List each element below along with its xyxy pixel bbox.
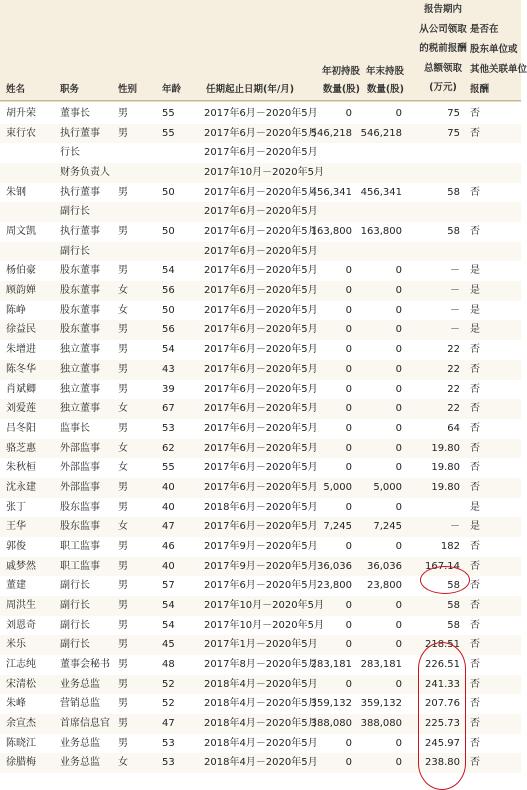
cell-shares-begin: 0 xyxy=(345,422,352,434)
cell-term: 2017年6月－2020年5月 xyxy=(204,226,318,238)
cell-shares-begin: 546,218 xyxy=(310,127,352,139)
cell-gender: 男 xyxy=(118,619,128,631)
cell-shares-end: 0 xyxy=(395,619,402,631)
cell-shares-end: 0 xyxy=(395,540,402,552)
cell-age: 55 xyxy=(162,127,175,139)
header-rule xyxy=(0,101,521,102)
annotation-oval xyxy=(418,642,466,790)
cell-gender: 男 xyxy=(118,186,128,198)
cell-age: 47 xyxy=(162,718,175,730)
cell-position: 股东监事 xyxy=(60,521,100,533)
header-shares-begin: 年初持股 xyxy=(321,66,360,77)
cell-term: 2017年10月－2020年5月 xyxy=(204,619,324,631)
cell-term: 2018年6月－2020年5月 xyxy=(204,501,318,513)
cell-shares-begin: 0 xyxy=(345,285,352,297)
cell-related: 否 xyxy=(470,737,480,749)
cell-name: 束行农 xyxy=(6,127,36,139)
cell-shares-end: 7,245 xyxy=(373,521,402,533)
cell-pay: 22 xyxy=(447,383,460,395)
cell-shares-begin: 359,132 xyxy=(310,698,352,710)
cell-position: 副行长 xyxy=(60,245,90,257)
cell-name: 郭俊 xyxy=(6,540,26,552)
cell-term: 2017年6月－2020年5月 xyxy=(204,304,318,316)
cell-term: 2017年6月－2020年5月 xyxy=(204,383,318,395)
cell-age: 54 xyxy=(162,344,175,356)
cell-shares-end: 0 xyxy=(395,285,402,297)
cell-position: 独立董事 xyxy=(60,383,100,395)
cell-position: 财务负责人 xyxy=(60,167,110,179)
cell-related: 否 xyxy=(470,186,480,198)
cell-related: 否 xyxy=(470,363,480,375)
cell-shares-end: 0 xyxy=(395,639,402,651)
cell-gender: 男 xyxy=(118,698,128,710)
cell-related: 否 xyxy=(470,383,480,395)
cell-pay: － xyxy=(450,265,460,277)
cell-shares-begin: 0 xyxy=(345,383,352,395)
cell-age: 67 xyxy=(162,403,175,415)
header-shares-begin: 数量(股) xyxy=(322,84,360,95)
cell-gender: 男 xyxy=(118,265,128,277)
cell-term: 2017年6月－2020年5月 xyxy=(204,206,318,218)
cell-age: 39 xyxy=(162,383,175,395)
cell-shares-end: 0 xyxy=(395,108,402,119)
cell-shares-end: 388,080 xyxy=(360,718,402,730)
cell-gender: 男 xyxy=(118,127,128,139)
cell-name: 江志纯 xyxy=(6,659,36,671)
cell-shares-end: 163,800 xyxy=(360,226,402,238)
cell-name: 刘爱莲 xyxy=(6,403,36,415)
cell-shares-begin: 0 xyxy=(345,324,352,336)
cell-position: 外部监事 xyxy=(60,442,100,454)
cell-pay: 22 xyxy=(447,363,460,375)
cell-shares-end: 0 xyxy=(395,383,402,395)
cell-age: 53 xyxy=(162,422,175,434)
cell-related: 否 xyxy=(470,619,480,631)
cell-term: 2017年6月－2020年5月 xyxy=(204,462,318,474)
cell-gender: 男 xyxy=(118,383,128,395)
cell-related: 是 xyxy=(470,521,480,533)
cell-gender: 男 xyxy=(118,344,128,356)
cell-position: 独立董事 xyxy=(60,344,100,356)
cell-gender: 女 xyxy=(118,462,128,474)
cell-term: 2017年6月－2020年5月 xyxy=(204,186,318,198)
cell-age: 50 xyxy=(162,186,175,198)
cell-shares-end: 359,132 xyxy=(360,698,402,710)
cell-shares-begin: 388,080 xyxy=(310,718,352,730)
cell-shares-end: 0 xyxy=(395,324,402,336)
cell-related: 否 xyxy=(470,226,480,238)
cell-term: 2017年6月－2020年5月 xyxy=(204,481,318,493)
cell-shares-end: 0 xyxy=(395,344,402,356)
cell-position: 股东董事 xyxy=(60,285,100,297)
cell-name: 吕冬阳 xyxy=(6,422,36,434)
cell-name: 朱增进 xyxy=(6,344,36,356)
cell-term: 2017年6月－2020年5月 xyxy=(204,344,318,356)
cell-gender: 男 xyxy=(118,737,128,749)
cell-pay: 64 xyxy=(447,422,460,434)
cell-shares-begin: 0 xyxy=(345,639,352,651)
cell-name: 徐腊梅 xyxy=(6,757,36,769)
cell-gender: 男 xyxy=(118,678,128,690)
cell-position: 业务总监 xyxy=(60,737,100,749)
cell-shares-begin: 0 xyxy=(345,462,352,474)
cell-position: 行长 xyxy=(60,147,80,159)
cell-position: 业务总监 xyxy=(60,757,100,769)
cell-term: 2017年10月－2020年5月 xyxy=(204,600,324,611)
cell-related: 否 xyxy=(470,481,480,493)
cell-age: 52 xyxy=(162,678,175,690)
header-pay: 总额领取 xyxy=(423,62,462,74)
cell-pay: 75 xyxy=(447,108,460,119)
cell-age: 50 xyxy=(162,226,175,238)
cell-related: 是 xyxy=(470,265,480,277)
cell-pay: － xyxy=(450,304,460,316)
cell-position: 股东监事 xyxy=(60,501,100,513)
cell-gender: 女 xyxy=(118,521,128,533)
cell-related: 否 xyxy=(470,127,480,139)
cell-position: 股东董事 xyxy=(60,304,100,316)
cell-position: 营销总监 xyxy=(60,698,100,710)
cell-related: 否 xyxy=(470,698,480,710)
cell-name: 宋清松 xyxy=(6,678,36,690)
cell-gender: 男 xyxy=(118,422,128,434)
cell-position: 执行董事 xyxy=(60,226,100,238)
cell-pay: 218.51 xyxy=(425,639,460,651)
cell-pay: 19.80 xyxy=(431,462,460,474)
cell-pay: 19.80 xyxy=(431,481,460,493)
cell-age: 56 xyxy=(162,285,175,297)
header-related: 股东单位或 xyxy=(470,44,518,55)
cell-term: 2017年6月－2020年5月 xyxy=(204,147,318,159)
cell-term: 2017年6月－2020年5月 xyxy=(204,285,318,297)
header-pay: 报告期内 xyxy=(423,4,462,15)
cell-name: 肖斌卿 xyxy=(6,383,36,395)
cell-gender: 女 xyxy=(118,403,128,415)
cell-term: 2017年6月－2020年5月 xyxy=(204,245,318,257)
cell-related: 否 xyxy=(470,403,480,415)
cell-shares-end: 0 xyxy=(395,363,402,375)
cell-pay: 245.97 xyxy=(425,737,460,749)
cell-age: 45 xyxy=(162,639,175,651)
cell-related: 否 xyxy=(470,540,480,552)
cell-shares-end: 23,800 xyxy=(367,580,402,592)
cell-pay: 225.73 xyxy=(425,718,460,730)
cell-gender: 男 xyxy=(118,659,128,671)
cell-name: 朱钢 xyxy=(6,186,26,198)
cell-pay: 22 xyxy=(447,344,460,356)
annotation-circle xyxy=(420,566,470,594)
cell-shares-begin: 7,245 xyxy=(323,521,352,533)
header-related: 报酬 xyxy=(470,84,490,95)
cell-pay: － xyxy=(450,521,460,533)
header-gender: 性别 xyxy=(118,84,138,95)
cell-term: 2017年10月－2020年5月 xyxy=(204,167,324,179)
cell-age: 43 xyxy=(162,363,175,375)
header-pay: 的税前报酬 xyxy=(419,43,467,54)
cell-shares-end: 0 xyxy=(395,265,402,277)
cell-pay: 19.80 xyxy=(431,442,460,454)
cell-position: 股东董事 xyxy=(60,265,100,277)
cell-shares-begin: 0 xyxy=(345,403,352,415)
cell-term: 2018年4月－2020年5月 xyxy=(204,757,318,769)
cell-gender: 男 xyxy=(118,718,128,730)
cell-name: 徐益民 xyxy=(6,324,36,336)
cell-position: 董事会秘书 xyxy=(60,659,110,671)
cell-pay: 207.76 xyxy=(425,698,460,710)
cell-gender: 男 xyxy=(118,560,128,572)
cell-pay: 241.33 xyxy=(425,678,460,690)
header-name: 姓名 xyxy=(6,84,26,95)
cell-position: 独立董事 xyxy=(60,403,100,415)
cell-related: 是 xyxy=(470,285,480,297)
cell-shares-begin: 5,000 xyxy=(323,481,352,493)
cell-age: 54 xyxy=(162,265,175,277)
cell-age: 54 xyxy=(162,600,175,611)
cell-shares-end: 456,341 xyxy=(360,186,402,198)
cell-name: 刘恩奇 xyxy=(6,619,36,631)
cell-shares-end: 0 xyxy=(395,757,402,769)
cell-gender: 男 xyxy=(118,639,128,651)
cell-position: 执行董事 xyxy=(60,127,100,139)
cell-shares-end: 0 xyxy=(395,737,402,749)
cell-position: 外部监事 xyxy=(60,481,100,493)
header-pay: (万元) xyxy=(429,82,457,93)
cell-name: 胡升荣 xyxy=(6,108,36,119)
cell-term: 2017年6月－2020年5月 xyxy=(204,422,318,434)
cell-gender: 男 xyxy=(118,540,128,552)
cell-related: 否 xyxy=(470,580,480,592)
cell-gender: 男 xyxy=(118,600,128,611)
cell-shares-end: 0 xyxy=(395,600,402,611)
cell-term: 2017年6月－2020年5月 xyxy=(204,580,318,592)
cell-age: 57 xyxy=(162,580,175,592)
cell-gender: 男 xyxy=(118,226,128,238)
cell-term: 2018年4月－2020年5月 xyxy=(204,737,318,749)
cell-position: 独立董事 xyxy=(60,363,100,375)
cell-shares-begin: 163,800 xyxy=(310,226,352,238)
cell-shares-end: 283,181 xyxy=(360,659,402,671)
cell-name: 董建 xyxy=(6,580,26,592)
cell-shares-end: 0 xyxy=(395,462,402,474)
cell-name: 朱峰 xyxy=(6,698,26,710)
cell-position: 副行长 xyxy=(60,206,90,218)
cell-gender: 男 xyxy=(118,580,128,592)
cell-age: 40 xyxy=(162,501,175,513)
cell-age: 54 xyxy=(162,619,175,631)
cell-position: 职工监事 xyxy=(60,540,100,552)
cell-age: 46 xyxy=(162,540,175,552)
cell-related: 否 xyxy=(470,422,480,434)
cell-shares-begin: 0 xyxy=(345,363,352,375)
cell-term: 2017年9月－2020年5月 xyxy=(204,560,318,572)
cell-pay: 58 xyxy=(447,186,460,198)
cell-name: 陈峥 xyxy=(6,304,26,316)
cell-shares-begin: 0 xyxy=(345,108,352,119)
cell-shares-begin: 0 xyxy=(345,304,352,316)
cell-shares-begin: 0 xyxy=(345,619,352,631)
cell-gender: 女 xyxy=(118,304,128,316)
cell-gender: 女 xyxy=(118,442,128,454)
cell-name: 骆芝惠 xyxy=(6,442,36,454)
cell-shares-end: 5,000 xyxy=(373,481,402,493)
header-shares-end: 数量(股) xyxy=(366,84,404,95)
cell-shares-end: 0 xyxy=(395,678,402,690)
cell-related: 否 xyxy=(470,442,480,454)
header-related: 其他关联单位 xyxy=(470,64,527,75)
cell-position: 监事长 xyxy=(60,422,90,434)
cell-shares-begin: 283,181 xyxy=(310,659,352,671)
cell-pay: 58 xyxy=(447,600,460,611)
cell-position: 外部监事 xyxy=(60,462,100,474)
header-pay: 从公司领取 xyxy=(419,23,467,35)
cell-position: 业务总监 xyxy=(60,678,100,690)
cell-shares-begin: 0 xyxy=(345,265,352,277)
cell-related: 否 xyxy=(470,600,480,611)
cell-related: 否 xyxy=(470,462,480,474)
cell-pay: 167.14 xyxy=(425,560,460,572)
cell-term: 2018年4月－2020年5月 xyxy=(204,718,318,730)
cell-position: 副行长 xyxy=(60,580,90,592)
cell-age: 40 xyxy=(162,560,175,572)
cell-position: 职工监事 xyxy=(60,560,100,572)
cell-position: 股东董事 xyxy=(60,324,100,336)
cell-related: 否 xyxy=(470,678,480,690)
cell-term: 2017年6月－2020年5月 xyxy=(204,403,318,415)
cell-term: 2017年6月－2020年5月 xyxy=(204,108,318,119)
cell-term: 2017年6月－2020年5月 xyxy=(204,127,318,139)
cell-related: 否 xyxy=(470,757,480,769)
cell-shares-begin: 36,036 xyxy=(317,560,352,572)
header-term: 任期起止日期(年/月) xyxy=(206,84,295,95)
cell-shares-end: 36,036 xyxy=(367,560,402,572)
cell-age: 56 xyxy=(162,324,175,336)
cell-name: 张丁 xyxy=(6,501,26,513)
cell-position: 副行长 xyxy=(60,619,90,631)
cell-gender: 男 xyxy=(118,108,128,119)
cell-pay: 182 xyxy=(440,540,460,552)
cell-term: 2017年1月－2020年5月 xyxy=(204,639,318,651)
cell-shares-begin: 0 xyxy=(345,737,352,749)
header-position: 职务 xyxy=(60,84,80,95)
cell-pay: 226.51 xyxy=(425,659,460,671)
cell-age: 53 xyxy=(162,737,175,749)
cell-name: 周文凯 xyxy=(6,226,36,238)
cell-shares-end: 0 xyxy=(395,304,402,316)
cell-pay: 75 xyxy=(447,127,460,139)
cell-pay: 238.80 xyxy=(425,757,460,769)
cell-shares-end: 0 xyxy=(395,442,402,454)
cell-shares-begin: 23,800 xyxy=(317,580,352,592)
cell-position: 副行长 xyxy=(60,639,90,651)
cell-shares-begin: 456,341 xyxy=(310,186,352,198)
cell-related: 否 xyxy=(470,108,480,119)
cell-shares-end: 0 xyxy=(395,501,402,513)
cell-shares-end: 0 xyxy=(395,403,402,415)
cell-shares-end: 0 xyxy=(395,422,402,434)
header-shares-end: 年末持股 xyxy=(365,66,404,77)
cell-name: 周洪生 xyxy=(6,600,36,611)
cell-term: 2017年6月－2020年5月 xyxy=(204,265,318,277)
cell-age: 40 xyxy=(162,481,175,493)
cell-related: 否 xyxy=(470,718,480,730)
cell-gender: 男 xyxy=(118,481,128,493)
cell-pay: 58 xyxy=(447,226,460,238)
cell-age: 47 xyxy=(162,521,175,533)
header-related: 是否在 xyxy=(470,24,499,35)
cell-gender: 女 xyxy=(118,757,128,769)
cell-age: 62 xyxy=(162,442,175,454)
cell-name: 王华 xyxy=(6,521,26,533)
cell-related: 是 xyxy=(470,304,480,316)
cell-name: 沈永建 xyxy=(6,481,36,493)
cell-pay: 58 xyxy=(447,580,460,592)
cell-pay: 22 xyxy=(447,403,460,415)
cell-shares-begin: 0 xyxy=(345,678,352,690)
cell-position: 副行长 xyxy=(60,600,90,611)
cell-shares-begin: 0 xyxy=(345,600,352,611)
cell-related: 是 xyxy=(470,324,480,336)
cell-pay: － xyxy=(450,285,460,297)
cell-shares-begin: 0 xyxy=(345,344,352,356)
cell-gender: 男 xyxy=(118,501,128,513)
cell-related: 否 xyxy=(470,639,480,651)
cell-related: 否 xyxy=(470,344,480,356)
cell-related: 是 xyxy=(470,501,480,513)
cell-name: 余宣杰 xyxy=(6,718,36,730)
cell-term: 2017年8月－2020年5月 xyxy=(204,659,318,671)
cell-age: 50 xyxy=(162,304,175,316)
cell-name: 陈晓江 xyxy=(6,737,36,749)
cell-age: 53 xyxy=(162,757,175,769)
cell-shares-begin: 0 xyxy=(345,757,352,769)
cell-position: 董事长 xyxy=(60,108,90,119)
cell-term: 2017年6月－2020年5月 xyxy=(204,324,318,336)
cell-position: 首席信息官 xyxy=(60,718,110,730)
cell-age: 52 xyxy=(162,698,175,710)
cell-term: 2017年9月－2020年5月 xyxy=(204,540,318,552)
cell-name: 米乐 xyxy=(6,639,26,651)
cell-shares-begin: 0 xyxy=(345,501,352,513)
cell-name: 戚梦然 xyxy=(6,560,36,572)
cell-pay: － xyxy=(450,324,460,336)
cell-term: 2017年6月－2020年5月 xyxy=(204,521,318,533)
cell-name: 杨伯豪 xyxy=(6,265,36,277)
cell-term: 2017年6月－2020年5月 xyxy=(204,442,318,454)
cell-term: 2018年4月－2020年5月 xyxy=(204,698,318,710)
cell-term: 2018年4月－2020年5月 xyxy=(204,678,318,690)
cell-name: 陈冬华 xyxy=(6,363,36,375)
cell-pay: 58 xyxy=(447,619,460,631)
cell-gender: 男 xyxy=(118,324,128,336)
cell-name: 朱秋桓 xyxy=(6,462,36,474)
cell-related: 否 xyxy=(470,659,480,671)
cell-shares-begin: 0 xyxy=(345,442,352,454)
cell-term: 2017年6月－2020年5月 xyxy=(204,363,318,375)
cell-gender: 男 xyxy=(118,363,128,375)
cell-age: 55 xyxy=(162,108,175,119)
cell-position: 执行董事 xyxy=(60,186,100,198)
cell-name: 顾韵婵 xyxy=(6,285,36,297)
cell-related: 否 xyxy=(470,560,480,572)
cell-age: 48 xyxy=(162,659,175,671)
cell-shares-end: 546,218 xyxy=(360,127,402,139)
cell-shares-begin: 0 xyxy=(345,540,352,552)
cell-gender: 女 xyxy=(118,285,128,297)
cell-age: 55 xyxy=(162,462,175,474)
header-age: 年龄 xyxy=(162,84,182,95)
